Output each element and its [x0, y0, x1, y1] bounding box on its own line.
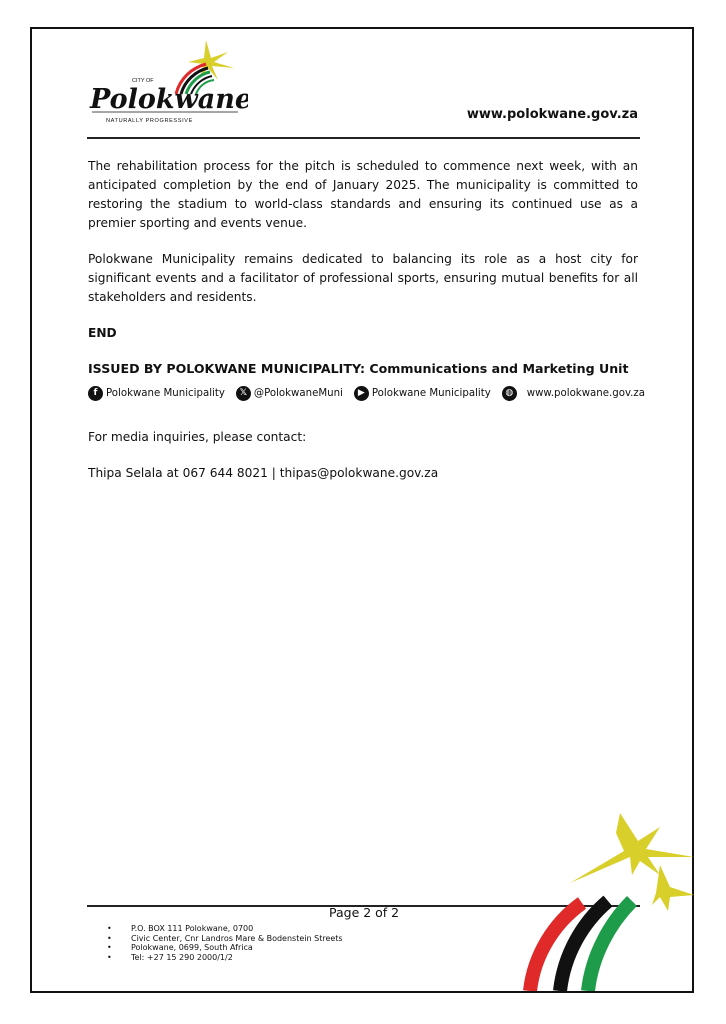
page-number: Page 2 of 2 — [329, 905, 400, 920]
footer-address-item: • Polokwane, 0699, South Africa — [107, 943, 343, 953]
logo-tagline: NATURALLY PROGRESSIVE — [106, 118, 193, 124]
body-paragraph-2: Polokwane Municipality remains dedicated to balancing its role as a host city for significant events and a facilitator of professional sports, ensuring mutual benefits for all stakeholders and residents. — [88, 252, 638, 304]
header-divider — [87, 137, 640, 139]
social-website-label: www.polokwane.gov.za — [526, 388, 646, 399]
youtube-icon: ▶ — [354, 386, 369, 401]
footer-address-item: • Tel: +27 15 290 2000/1/2 — [107, 953, 343, 963]
logo-city-of: CITY OF — [132, 78, 154, 84]
footer-address-item: • P.O. BOX 111 Polokwane, 0700 — [107, 924, 343, 934]
social-links — [88, 384, 646, 403]
facebook-icon: f — [88, 386, 103, 401]
polokwane-logo — [88, 38, 248, 130]
body-paragraph-1: The rehabilitation process for the pitch is scheduled to commence next week, with an anticipated completion by the end of January 2025. The municipality is committed to restoring the stadium to world-class standards and ensuring its continued use as a premier sporting and events venue. — [88, 159, 638, 230]
header-website-link[interactable]: www.polokwane.gov.za — [466, 107, 638, 122]
globe-icon: ◍ — [502, 386, 517, 401]
footer-address-list — [107, 924, 343, 962]
social-website[interactable] — [502, 384, 645, 403]
x-twitter-icon: 𝕏 — [236, 386, 251, 401]
footer-address-item: • Civic Center, Cnr Landros Mare & Bodenstein Streets — [107, 934, 343, 944]
social-youtube-label: Polokwane Municipality — [371, 388, 491, 399]
contact-details[interactable]: Thipa Selala at 067 644 8021 | thipas@polokwane.gov.za — [88, 466, 439, 480]
logo-name: Polokwane — [90, 84, 248, 115]
decor-star-icon — [570, 813, 694, 911]
social-x-label: @PolokwaneMuni — [253, 388, 343, 399]
footer-star-arcs-graphic — [520, 805, 694, 991]
issued-by-heading: ISSUED BY POLOKWANE MUNICIPALITY: Communications and Marketing Unit — [88, 361, 629, 376]
social-youtube[interactable] — [354, 384, 491, 403]
contact-intro: For media inquiries, please contact: — [88, 430, 307, 444]
polokwane-logo-graphic — [88, 38, 248, 130]
social-facebook[interactable] — [88, 384, 225, 403]
social-x[interactable] — [236, 384, 343, 403]
document-body — [88, 157, 646, 500]
footer-decoration — [520, 805, 694, 991]
end-label: END — [88, 326, 117, 340]
social-facebook-label: Polokwane Municipality — [106, 388, 225, 399]
